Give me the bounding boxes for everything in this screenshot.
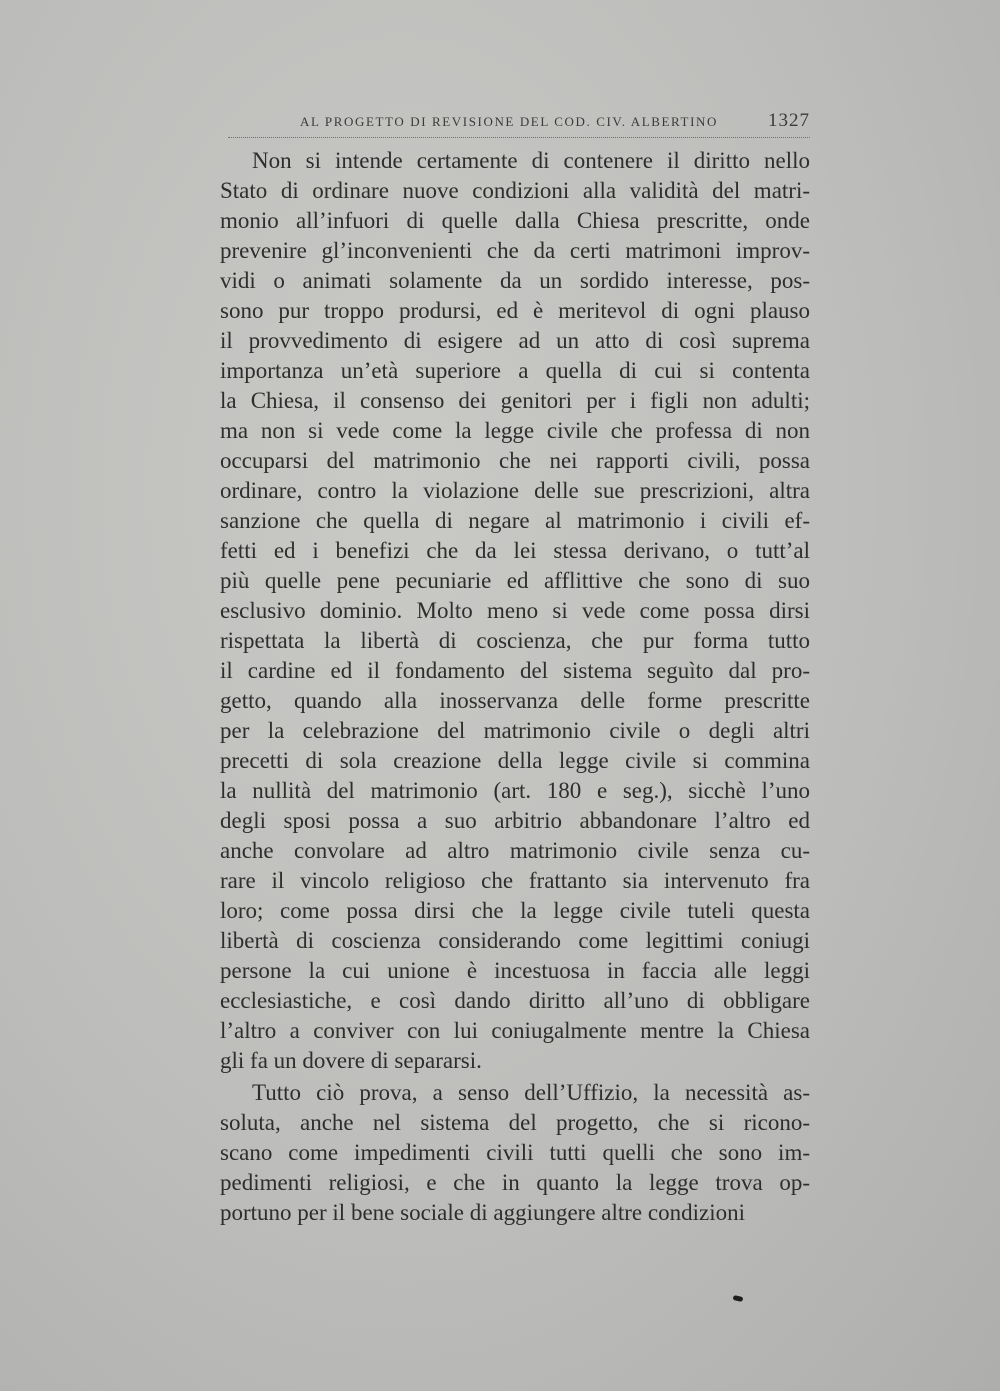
text-line: più quelle pene pecuniarie ed afflittive che sono di suo <box>220 568 810 593</box>
ink-speck <box>733 1295 744 1302</box>
text-line: rare il vincolo religioso che frattanto sia intervenuto fra <box>220 868 810 893</box>
text-line: precetti di sola creazione della legge civile si commina <box>220 748 810 773</box>
text-line: Stato di ordinare nuove condizioni alla validità del matri- <box>220 178 810 203</box>
text-line: la nullità del matrimonio (art. 180 e seg.), sicchè l’uno <box>220 778 810 803</box>
text-line: il cardine ed il fondamento del sistema seguìto dal pro- <box>220 658 810 683</box>
text-line: ordinare, contro la violazione delle sue prescrizioni, altra <box>220 478 810 503</box>
text-line: scano come impedimenti civili tutti quelli che sono im- <box>220 1140 810 1165</box>
text-line: vidi o animati solamente da un sordido interesse, pos- <box>220 268 810 293</box>
text-line: la Chiesa, il consenso dei genitori per i figli non adulti; <box>220 388 810 413</box>
text-line: monio all’infuori di quelle dalla Chiesa prescritte, onde <box>220 208 810 233</box>
text-line: il provvedimento di esigere ad un atto di così suprema <box>220 328 810 353</box>
text-line: esclusivo dominio. Molto meno si vede come possa dirsi <box>220 598 810 623</box>
page-number: 1327 <box>768 110 810 131</box>
running-title: AL PROGETTO DI REVISIONE DEL COD. CIV. ALBERTINO <box>300 114 718 129</box>
text-line: ma non si vede come la legge civile che professa di non <box>220 418 810 443</box>
text-line: pedimenti religiosi, e che in quanto la legge trova op- <box>220 1170 810 1195</box>
body-text <box>220 146 810 1228</box>
text-line: degli sposi possa a suo arbitrio abbandonare l’altro ed <box>220 808 810 833</box>
text-line: l’altro a conviver con lui coniugalmente mentre la Chiesa <box>220 1018 810 1043</box>
text-line: gli fa un dovere di separarsi. <box>220 1048 482 1073</box>
text-line: Non si intende certamente di contenere il diritto nello <box>252 148 810 173</box>
text-line: occuparsi del matrimonio che nei rapporti civili, possa <box>220 448 810 473</box>
text-line: ecclesiastiche, e così dando diritto all’uno di obbligare <box>220 988 810 1013</box>
header-rule <box>228 137 810 138</box>
text-line: loro; come possa dirsi che la legge civile tuteli questa <box>220 898 810 923</box>
text-line: persone la cui unione è incestuosa in faccia alle leggi <box>220 958 810 983</box>
text-line: sono pur troppo prodursi, ed è meritevol di ogni plauso <box>220 298 810 323</box>
text-line: Tutto ciò prova, a senso dell’Uffizio, la necessità as- <box>252 1080 810 1105</box>
page-header <box>300 110 810 136</box>
text-line: fetti ed i benefizi che da lei stessa derivano, o tutt’al <box>220 538 810 563</box>
text-line: per la celebrazione del matrimonio civile o degli altri <box>220 718 810 743</box>
text-line: libertà di coscienza considerando come legittimi coniugi <box>220 928 810 953</box>
text-line: rispettata la libertà di coscienza, che pur forma tutto <box>220 628 810 653</box>
text-line: sanzione che quella di negare al matrimonio i civili ef- <box>220 508 810 533</box>
paragraph-1 <box>220 146 810 1076</box>
text-line: getto, quando alla inosservanza delle forme prescritte <box>220 688 810 713</box>
text-line: portuno per il bene sociale di aggiungere altre condizioni <box>220 1200 745 1225</box>
text-line: anche convolare ad altro matrimonio civile senza cu- <box>220 838 810 863</box>
text-line: importanza un’età superiore a quella di cui si contenta <box>220 358 810 383</box>
text-line: prevenire gl’inconvenienti che da certi matrimoni improv- <box>220 238 810 263</box>
paragraph-2 <box>220 1078 810 1228</box>
text-line: soluta, anche nel sistema del progetto, che si ricono- <box>220 1110 810 1135</box>
